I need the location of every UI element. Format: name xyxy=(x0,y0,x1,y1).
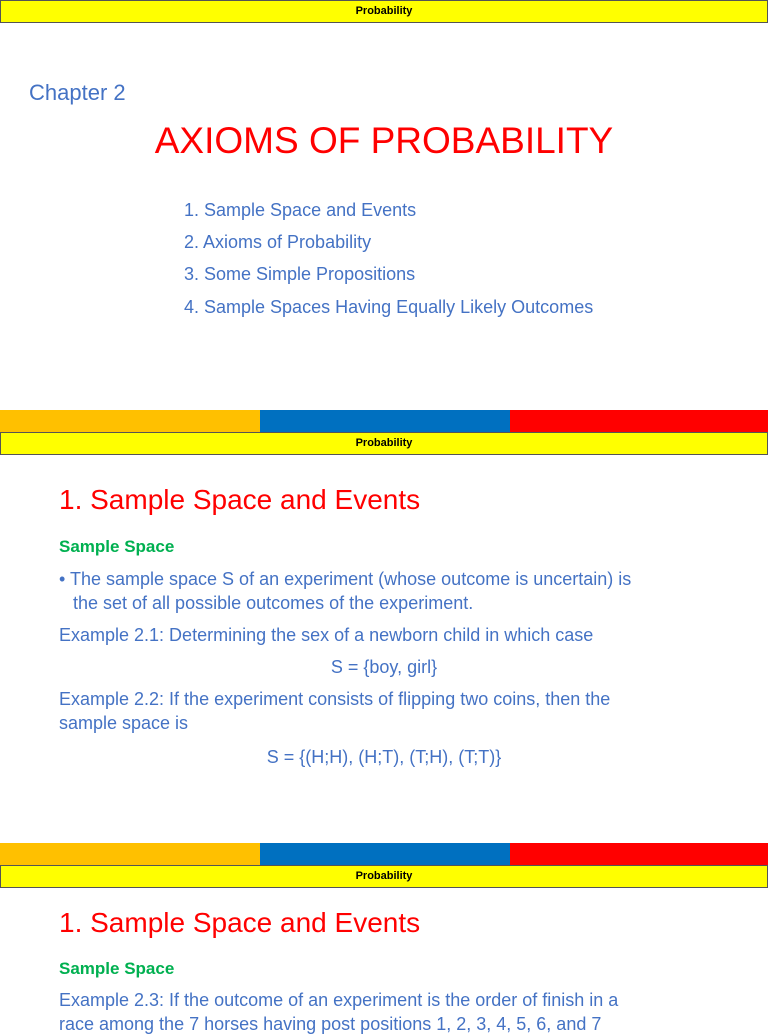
color-bar-1 xyxy=(0,410,768,432)
example-2-3-line-2: race among the 7 horses having post positions 1, 2, 3, 4, 5, 6, and 7 xyxy=(59,1014,602,1034)
slide3-subtitle: Sample Space xyxy=(59,959,175,978)
example-2-2-set: S = {(H;H), (H;T), (T;H), (T;T)} xyxy=(266,747,502,767)
example-2-3-line-1: Example 2.3: If the outcome of an experiment is the order of finish in a xyxy=(59,990,619,1010)
slide-header-3 xyxy=(0,865,768,888)
bar-segment-blue xyxy=(260,843,510,865)
slide1-title: AXIOMS OF PROBABILITY xyxy=(154,120,614,161)
bar-segment-red xyxy=(510,410,768,432)
example-2-1: Example 2.1: Determining the sex of a newborn child in which case xyxy=(59,625,594,645)
slide2-title: 1. Sample Space and Events xyxy=(59,484,421,515)
example-2-1-set: S = {boy, girl} xyxy=(330,657,438,677)
toc-item-4: 4. Sample Spaces Having Equally Likely Outcomes xyxy=(184,297,594,317)
toc-item-3: 3. Some Simple Propositions xyxy=(184,264,416,284)
bullet-line-2: the set of all possible outcomes of the experiment. xyxy=(73,593,474,613)
slide-header-2 xyxy=(0,432,768,455)
bar-segment-orange xyxy=(0,843,260,865)
slide3-title: 1. Sample Space and Events xyxy=(59,907,421,938)
toc-item-1: 1. Sample Space and Events xyxy=(184,200,417,220)
bar-segment-blue xyxy=(260,410,510,432)
example-2-2-line-1: Example 2.2: If the experiment consists of flipping two coins, then the xyxy=(59,689,611,709)
color-bar-2 xyxy=(0,843,768,865)
header-label: Probability xyxy=(355,5,413,17)
toc-item-2: 2. Axioms of Probability xyxy=(184,232,372,252)
header-label: Probability xyxy=(355,870,413,882)
bar-segment-orange xyxy=(0,410,260,432)
slide2-subtitle: Sample Space xyxy=(59,537,175,556)
example-2-2-line-2: sample space is xyxy=(59,713,189,733)
slide-header-1 xyxy=(0,0,768,23)
bar-segment-red xyxy=(510,843,768,865)
chapter-label: Chapter 2 xyxy=(29,80,126,105)
bullet-line-1: • The sample space S of an experiment (whose outcome is uncertain) is xyxy=(59,569,632,589)
header-label: Probability xyxy=(355,437,413,449)
